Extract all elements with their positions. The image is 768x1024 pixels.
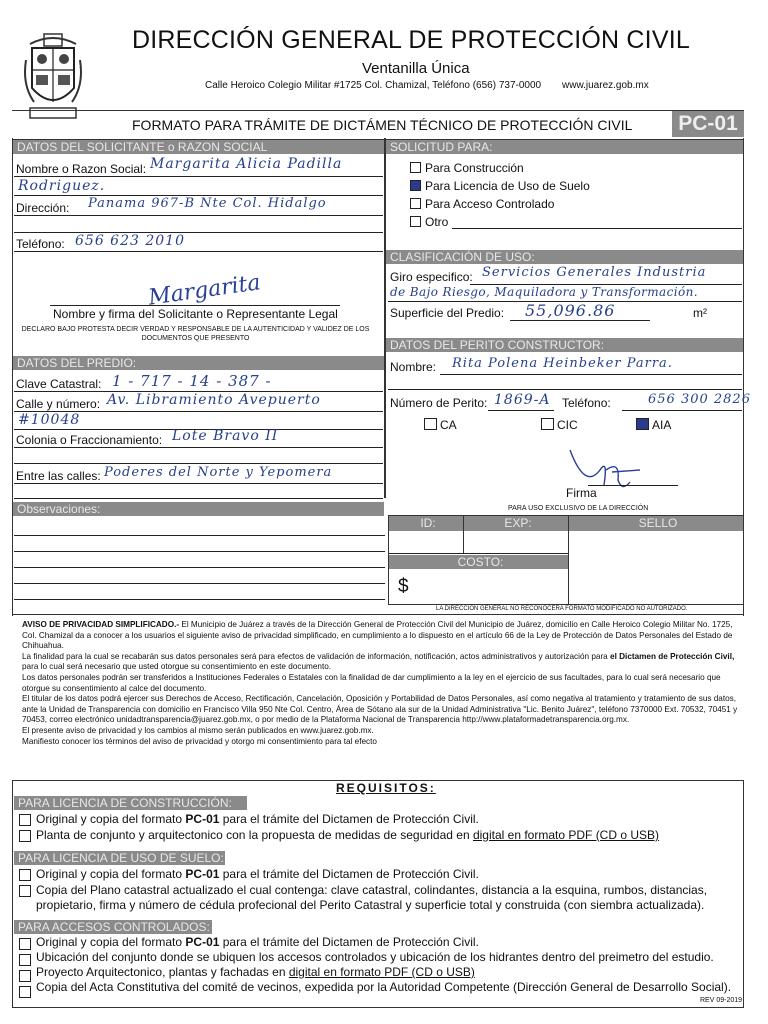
privacy-p6: Manifiesto conocer los términos del aviso de privacidad y otorgo mi consentimiento para tal efecto [22, 736, 377, 746]
req-a1-post: para el trámite del Dictamen de Protección Civil. [219, 935, 479, 949]
checkbox-construccion[interactable] [410, 162, 421, 173]
req-acceso-4: Copia del Acta Constitutiva del comité de vecinos, expedida por la Autoridad Competente (Dirección General de Desarrollo Social). [36, 980, 732, 994]
privacy-p2b: el Dictamen de Protección Civil, [610, 651, 735, 661]
req-c2-u: digital en formato PDF (CD o USB) [472, 828, 660, 842]
perito-nombre-line [440, 374, 742, 375]
exp-sello-divider [568, 516, 569, 605]
superficie-label: Superficie del Predio: [390, 306, 505, 320]
name-label: Nombre o Razon Social: [16, 162, 147, 176]
perito-numero-label: Número de Perito: [390, 396, 488, 410]
giro-value-2[interactable]: de Bajo Riesgo, Maquiladora y Transformación. [390, 285, 698, 299]
address-line-1 [14, 215, 383, 216]
header-website: www.juarez.gob.mx [562, 80, 649, 91]
req-suelo-2-line2: propietario, firma y número de cédula profecional del Perito Catastral y superficie total y construida (con siembra actualizada). [36, 898, 705, 912]
phone-line [14, 251, 383, 252]
privacy-notice [22, 620, 744, 747]
req-a3-u: digital en formato PDF (CD o USB) [288, 965, 475, 979]
req-construccion-1-checkbox[interactable] [19, 814, 31, 826]
checkbox-cic[interactable] [541, 418, 554, 430]
perito-telefono-value[interactable]: 656 300 2826 [648, 392, 751, 407]
req-acceso-4-checkbox[interactable] [19, 986, 31, 998]
revision-code: REV 09-2019 [700, 997, 743, 1004]
entre-label: Entre las calles: [16, 469, 101, 483]
entre-value[interactable]: Poderes del Norte y Yepomera [104, 465, 333, 480]
giro-value-1[interactable]: Servicios Generales Industria [482, 265, 707, 280]
obs-line-5 [14, 599, 385, 600]
option-uso-suelo: Para Licencia de Uso de Suelo [425, 179, 590, 193]
construccion-header: PARA LICENCIA DE CONSTRUCCIÓN: [14, 796, 247, 810]
exp-header: EXP: [464, 516, 568, 531]
obs-line-3 [14, 567, 385, 568]
signature-solicitante: Margarita [146, 270, 263, 311]
accesos-header: PARA ACCESOS CONTROLADOS: [14, 920, 212, 934]
form-code-badge [672, 111, 744, 137]
phone-value[interactable]: 656 623 2010 [75, 233, 185, 249]
section-predio-header: DATOS DEL PREDIO: [13, 356, 384, 370]
privacy-p2a: La finalidad para la cual se recabarán sus datos personales será para efectos de validación de información, notificación, actos administrativos y autorización para [22, 651, 608, 661]
uso-exclusivo-note: LA DIRECCIÓN GENERAL NO RECONOCERA FORMATO MODIFICADO NO AUTORIZADO. [436, 606, 688, 612]
uso-suelo-header: PARA LICENCIA DE USO DE SUELO: [14, 851, 225, 865]
perito-telefono-label: Teléfono: [562, 396, 611, 410]
section-perito-header: DATOS DEL PERITO CONSTRUCTOR: [386, 338, 743, 352]
privacy-p2c: para lo cual será necesario que usted otorgue su consentimiento en este documento. [22, 662, 332, 672]
privacy-lead: AVISO DE PRIVACIDAD SIMPLIFICADO.- [22, 620, 180, 629]
req-acceso-1-checkbox[interactable] [19, 938, 31, 950]
req-s1-pre: Original y copia del formato [36, 867, 186, 881]
superficie-value[interactable]: 55,096.86 [525, 301, 616, 320]
firma-label: Firma [566, 486, 597, 500]
checkbox-uso-suelo[interactable] [410, 180, 421, 191]
req-c1-pre: Original y copia del formato [36, 812, 186, 826]
req-construccion-1 [36, 812, 479, 826]
req-c2-pre: Planta de conjunto y arquitectonico con la propuesta de medidas de seguridad en [36, 828, 473, 842]
page-title: DIRECCIÓN GENERAL DE PROTECCIÓN CIVIL [132, 26, 690, 54]
option-construccion: Para Construcción [425, 161, 524, 175]
req-suelo-2-line1: Copia del Plano catastral actualizado el cual contenga: clave catastral, colindantes, distancia a la esquina, rumbos, distancias, [36, 883, 708, 897]
header-address: Calle Heroico Colegio Militar #1725 Col. Chamizal, Teléfono (656) 737-0000 [205, 80, 542, 91]
privacy-p1-text: El Municipio de Juárez a través de la Dirección General de Protección Civil del Municipio de Juárez, domicilio en Calle Heroico Colegio Militar No. 1725, Col. Chamizal da a conocer a los usuarios el siguiente aviso de privacidad simplificado, en cumplimiento a lo dispuesto en el artículo 66 de la Ley de Protección de Datos Personales del Estado de Chihuahua. [22, 620, 733, 651]
form-code: PC-01 [678, 112, 738, 135]
sello-header: SELLO [569, 516, 743, 531]
address-value[interactable]: Panama 967-B Nte Col. Hidalgo [88, 196, 327, 211]
privacy-p5: El presente aviso de privacidad y los cambios al mismo serán publicados en www.juarez.gob.mx. [22, 725, 374, 735]
phone-label: Teléfono: [16, 237, 65, 251]
obs-line-1 [14, 535, 385, 536]
firma-line [588, 485, 678, 486]
checkbox-ca[interactable] [424, 418, 437, 430]
page-subtitle: Ventanilla Única [362, 60, 470, 77]
clave-label: Clave Catastral: [16, 377, 102, 391]
req-a1-pre: Original y copia del formato [36, 935, 186, 949]
name-value-2[interactable]: Rodriguez. [18, 178, 106, 194]
giro-label: Giro especifico: [390, 270, 473, 284]
address-line-2 [14, 232, 383, 233]
checkbox-acceso[interactable] [410, 198, 421, 209]
option-acceso: Para Acceso Controlado [425, 197, 555, 211]
perito-numero-value[interactable]: 1869-A [494, 392, 551, 408]
calle-label: Calle y número: [16, 397, 101, 411]
option-otro: Otro [425, 215, 449, 229]
checkbox-aia[interactable] [636, 418, 649, 430]
obs-line-4 [14, 583, 385, 584]
name-value-1[interactable]: Margarita Alicia Padilla [150, 156, 343, 172]
id-row-line [389, 553, 568, 554]
requisitos-title: REQUISITOS: [336, 781, 436, 795]
logo-emblem [22, 30, 84, 122]
perito-telefono-line [622, 410, 742, 411]
address-label: Dirección: [16, 201, 70, 215]
entre-line-2 [14, 498, 383, 499]
id-exp-divider [463, 516, 464, 554]
colonia-label: Colonia o Fraccionamiento: [16, 433, 163, 447]
req-c1-bold: PC-01 [185, 812, 220, 826]
req-acceso-2-checkbox[interactable] [19, 954, 31, 966]
privacy-p3: Los datos personales podrán ser transferidos a Instituciones Federales o Estatales con la finalidad de dar cumplimiento a la ley en el ejercicio de sus facultades, para lo cual será necesario que otorgue su consentimiento al calce del documento. [22, 672, 721, 693]
perito-nombre-value[interactable]: Rita Polena Heinbeker Parra. [452, 356, 673, 371]
req-acceso-2: Ubicación del conjunto donde se ubiquen los accesos controlados y ubicación de los hidrantes dentro del preimetro del estudio. [36, 950, 714, 964]
colegio-aia: AIA [652, 418, 672, 432]
req-s1-bold: PC-01 [185, 867, 220, 881]
obs-line-2 [14, 551, 385, 552]
req-construccion-2 [36, 828, 659, 842]
calle-value-1[interactable]: Av. Libramiento Avepuerto [107, 392, 321, 408]
colonia-value[interactable]: Lote Bravo II [172, 428, 279, 444]
clave-value[interactable]: 1 - 717 - 14 - 387 - [112, 372, 272, 390]
superficie-unit: m² [693, 306, 707, 320]
superficie-line [510, 320, 650, 321]
privacy-p1 [22, 620, 744, 652]
perito-nombre-line-2 [388, 389, 742, 390]
section-bottom-line [12, 614, 744, 615]
costo-dollar: $ [398, 576, 409, 597]
perito-nombre-label: Nombre: [390, 360, 437, 374]
req-a3-pre: Proyecto Arquitectonico, plantas y fachadas en [36, 965, 289, 979]
colonia-line-2 [14, 463, 383, 464]
section-solicitud-header: SOLICITUD PARA: [386, 140, 743, 154]
observaciones-header: Observaciones: [13, 502, 384, 516]
column-divider [384, 138, 386, 498]
signature-line [50, 305, 340, 306]
req-suelo-2-checkbox[interactable] [19, 885, 31, 897]
req-suelo-1-checkbox[interactable] [19, 869, 31, 881]
req-acceso-1 [36, 935, 479, 949]
entre-line-1 [14, 483, 383, 484]
req-s1-post: para el trámite del Dictamen de Protección Civil. [219, 867, 479, 881]
privacy-p2 [22, 652, 744, 673]
otro-line [452, 228, 742, 229]
colegio-cic: CIC [557, 418, 578, 432]
req-construccion-2-checkbox[interactable] [19, 830, 31, 842]
colegio-ca: CA [440, 418, 457, 432]
form-title: FORMATO PARA TRÁMITE DE DICTÁMEN TÉCNICO DE PROTECCIÓN CIVIL [132, 117, 633, 133]
id-header: ID: [389, 516, 463, 531]
name-line-1 [14, 176, 383, 177]
costo-header: COSTO: [389, 555, 568, 569]
calle-value-2[interactable]: #10048 [18, 412, 81, 428]
section-clasificacion-header: CLASIFICACIÓN DE USO: [386, 250, 743, 264]
req-a1-bold: PC-01 [185, 935, 220, 949]
perito-numero-line [488, 410, 554, 411]
req-acceso-3 [36, 965, 475, 979]
req-c1-post: para el trámite del Dictamen de Protección Civil. [219, 812, 479, 826]
signature-label: Nombre y firma del Solicitante o Representante Legal [53, 307, 338, 321]
section-solicitante-header: DATOS DEL SOLICITANTE o RAZON SOCIAL [13, 140, 384, 154]
uso-exclusivo-title: PARA USO EXCLUSIVO DE LA DIRECCIÓN [508, 505, 649, 512]
privacy-p4: El titular de los datos podrá ejercer sus Derechos de Acceso, Rectificación, Cancelación, Oposición y Portabilidad de Datos Personales, así como negativa al tratamiento y tratamiento de sus datos, ante la Unidad de Transparencia con domicilio en Francisco Villa 950 Nte Col. Centro, Área de Sótano ala sur de la Unidad Administrativa "Lic. Benito Juárez", teléfono 7370000 Ext. 70532, 70451 y 70453, correo electrónico unidadtransparencia@juarez.gob.mx, o por medio de la Plataforma Nacional de Transparencia http://www.plataformadetransparencia.org.mx. [22, 694, 738, 725]
colonia-line-1 [14, 447, 383, 448]
declaration-text: DECLARO BAJO PROTESTA DECIR VERDAD Y RESPONSABLE DE LA AUTENTICIDAD Y VALIDEZ DE LOS DOCUMENTOS QUE PRESENTO [21, 326, 370, 342]
checkbox-otro[interactable] [410, 216, 421, 227]
req-acceso-3-checkbox[interactable] [19, 970, 31, 982]
req-suelo-1 [36, 867, 479, 881]
